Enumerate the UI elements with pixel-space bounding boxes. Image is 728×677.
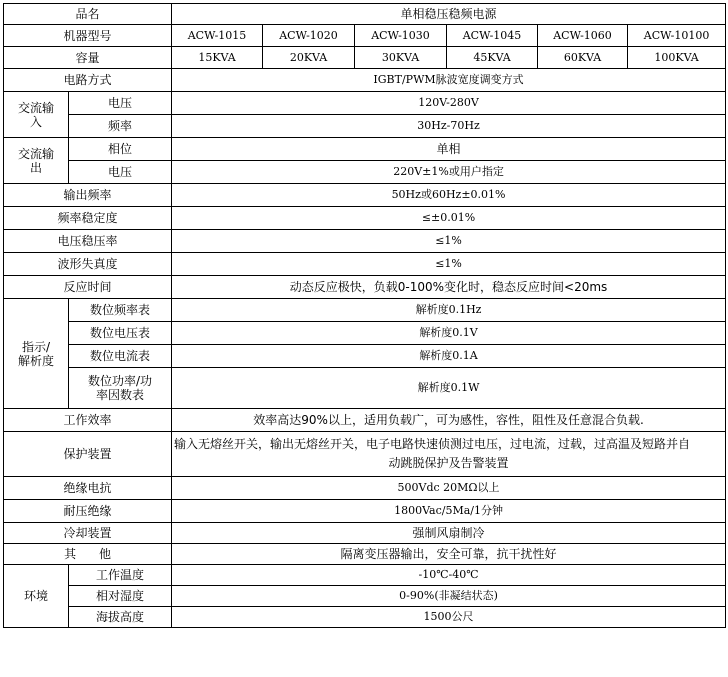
- ac-output-phase-value: 单相: [172, 138, 726, 161]
- row-voltage-regulation: [4, 230, 726, 253]
- row-dielectric-strength: [4, 500, 726, 523]
- indication-label-line1: 指示/: [21, 339, 51, 354]
- capacity-cell: 20KVA: [263, 47, 355, 69]
- output-frequency-value: 50Hz或60Hz±0.01%: [172, 184, 726, 207]
- row-response-time: [4, 276, 726, 299]
- indication-label-line2: 解析度: [17, 353, 54, 368]
- capacity-cell: 15KVA: [172, 47, 263, 69]
- model-cell: ACW-1060: [538, 25, 628, 47]
- row-model: [4, 25, 726, 47]
- capacity-cell: 100KVA: [628, 47, 726, 69]
- response-time-label: 反应时间: [4, 276, 172, 299]
- indication-power-label-line1: 数位功率/功: [87, 374, 153, 388]
- insulation-resistance-label: 绝缘电抗: [4, 477, 172, 500]
- row-other: [4, 544, 726, 565]
- indication-item-value: 解析度0.1Hz: [172, 299, 726, 322]
- indication-item-label: 数位频率表: [69, 299, 172, 322]
- protection-value-line1: 输入无熔丝开关，输出无熔丝开关，电子电路快速侦测过电压，过电流，过载，过高温及短路并自: [174, 437, 691, 451]
- efficiency-value: 效率高达90%以上，适用负载广，可为感性，容性，阻性及任意混合负载.: [172, 409, 726, 432]
- waveform-distortion-value: ≤1%: [172, 253, 726, 276]
- model-cell: ACW-1030: [355, 25, 447, 47]
- row-waveform-distortion: [4, 253, 726, 276]
- ac-input-label-line2: 入: [29, 114, 42, 129]
- ac-input-frequency-label: 频率: [69, 115, 172, 138]
- row-env-altitude: [4, 607, 726, 628]
- ac-output-voltage-value: 220V±1%或用户指定: [172, 161, 726, 184]
- freq-stability-label: 频率稳定度: [4, 207, 172, 230]
- environment-label: 环境: [4, 565, 69, 628]
- indication-item-label: 数位电压表: [69, 322, 172, 345]
- dielectric-strength-value: 1800Vac/5Ma/1分钟: [172, 500, 726, 523]
- response-time-value: 动态反应极快，负载0-100%变化时，稳态反应时间<20ms: [172, 276, 726, 299]
- output-frequency-label: 输出频率: [4, 184, 172, 207]
- indication-item-value: 解析度0.1W: [172, 368, 726, 409]
- ac-input-label-line1: 交流输: [17, 100, 54, 115]
- row-ac-input-voltage: [4, 92, 726, 115]
- model-cell: ACW-1045: [447, 25, 538, 47]
- row-indication-power: [4, 368, 726, 409]
- env-item-label: 工作温度: [69, 565, 172, 586]
- row-product-name: [4, 4, 726, 25]
- row-indication-current: [4, 345, 726, 368]
- voltage-regulation-label: 电压稳压率: [4, 230, 172, 253]
- env-item-value: 1500公尺: [172, 607, 726, 628]
- model-cell: ACW-10100: [628, 25, 726, 47]
- product-name-value: 单相稳压稳频电源: [172, 4, 726, 25]
- row-output-frequency: [4, 184, 726, 207]
- capacity-cell: 30KVA: [355, 47, 447, 69]
- waveform-distortion-label: 波形失真度: [4, 253, 172, 276]
- env-item-label: 海拔高度: [69, 607, 172, 628]
- row-capacity: [4, 47, 726, 69]
- indication-label: [4, 299, 69, 409]
- row-ac-output-phase: [4, 138, 726, 161]
- ac-output-label-line1: 交流输: [17, 146, 54, 161]
- ac-input-voltage-label: 电压: [69, 92, 172, 115]
- row-circuit: [4, 69, 726, 92]
- indication-power-label: [69, 368, 172, 409]
- capacity-cell: 60KVA: [538, 47, 628, 69]
- row-env-humidity: [4, 586, 726, 607]
- env-item-value: -10℃-40℃: [172, 565, 726, 586]
- row-efficiency: [4, 409, 726, 432]
- protection-value: [172, 432, 726, 477]
- row-freq-stability: [4, 207, 726, 230]
- model-label: 机器型号: [4, 25, 172, 47]
- circuit-value: IGBT/PWM脉波宽度调变方式: [172, 69, 726, 92]
- ac-output-label: [4, 138, 69, 184]
- protection-label: 保护装置: [4, 432, 172, 477]
- ac-input-voltage-value: 120V-280V: [172, 92, 726, 115]
- env-item-value: 0-90%(非凝结状态): [172, 586, 726, 607]
- product-name-label: 品名: [4, 4, 172, 25]
- other-value: 隔离变压器输出，安全可靠，抗干扰性好: [172, 544, 726, 565]
- row-ac-output-voltage: [4, 161, 726, 184]
- ac-input-frequency-value: 30Hz-70Hz: [172, 115, 726, 138]
- ac-output-voltage-label: 电压: [69, 161, 172, 184]
- cooling-label: 冷却装置: [4, 523, 172, 544]
- row-indication-voltage: [4, 322, 726, 345]
- indication-item-value: 解析度0.1A: [172, 345, 726, 368]
- dielectric-strength-label: 耐压绝缘: [4, 500, 172, 523]
- row-ac-input-frequency: [4, 115, 726, 138]
- row-indication-frequency: [4, 299, 726, 322]
- row-protection: [4, 432, 726, 477]
- model-cell: ACW-1020: [263, 25, 355, 47]
- efficiency-label: 工作效率: [4, 409, 172, 432]
- protection-value-line2: 动跳脱保护及告警装置: [388, 456, 509, 470]
- capacity-cell: 45KVA: [447, 47, 538, 69]
- insulation-resistance-value: 500Vdc 20MΩ以上: [172, 477, 726, 500]
- indication-item-value: 解析度0.1V: [172, 322, 726, 345]
- env-item-label: 相对湿度: [69, 586, 172, 607]
- indication-item-label: 数位电流表: [69, 345, 172, 368]
- capacity-label: 容量: [4, 47, 172, 69]
- indication-power-label-line2: 率因数表: [96, 388, 145, 402]
- spec-table: [3, 3, 726, 628]
- voltage-regulation-value: ≤1%: [172, 230, 726, 253]
- row-cooling: [4, 523, 726, 544]
- cooling-value: 强制风扇制冷: [172, 523, 726, 544]
- model-cell: ACW-1015: [172, 25, 263, 47]
- circuit-label: 电路方式: [4, 69, 172, 92]
- ac-input-label: [4, 92, 69, 138]
- freq-stability-value: ≤±0.01%: [172, 207, 726, 230]
- row-env-temperature: [4, 565, 726, 586]
- other-label: 其 他: [4, 544, 172, 565]
- row-insulation-resistance: [4, 477, 726, 500]
- ac-output-label-line2: 出: [29, 160, 42, 175]
- ac-output-phase-label: 相位: [69, 138, 172, 161]
